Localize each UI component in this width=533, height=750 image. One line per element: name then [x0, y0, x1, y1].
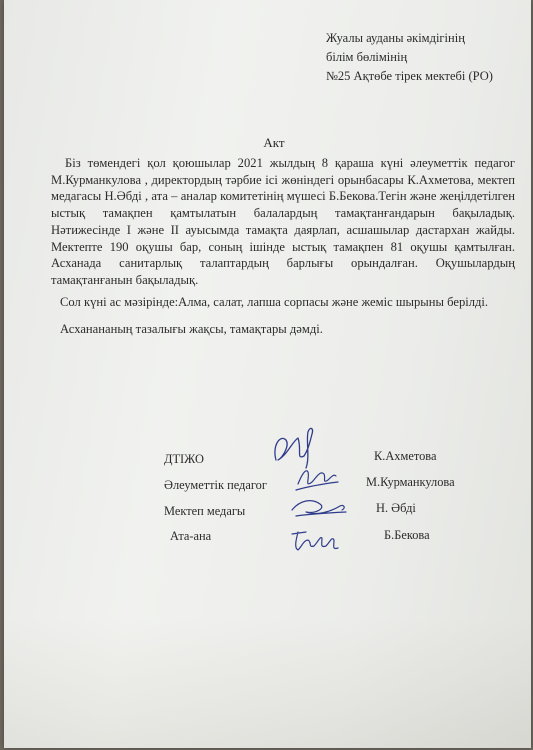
header-line-2: білім бөлімінің — [326, 50, 408, 64]
main-paragraph: Біз төмендегі қол қоюшылар 2021 жылдың 8 қараша күні әлеуметтік педагог М.Курманкулова , директордың тәрбие ісі жөніндегі орынбасары К.Ахметова, мектеп медагасы Н.Әбді , ата – аналар комитетінің мүшесі Б.Бекова.Тегін және жеңілдетілген ыстық тамақпен қамтылатын балалардың тамақтанғандарын бақыладық. Нәтижесінде I және II ауысымда тамақта даярлап, асшашылар дастархан жайды. Мектепте 190 оқушы бар, соның ішінде ыстық тамақпен 81 оқушы қамтылған. Асханада санитарлық талаптардың барлығы орындалған. Оқушылардың тамақтанғанын бақыладық. — [51, 156, 515, 287]
signature-mark-2 — [292, 460, 342, 496]
menu-line: Сол күні ас мәзірінде:Алма, салат, лапша сорпасы және жеміс шырыны берілді. — [60, 295, 489, 309]
signature-role-1: ДТІЖО — [164, 452, 204, 466]
signature-name-4: Б.Бекова — [384, 528, 430, 542]
signature-role-2: Әлеуметтік педагог — [164, 478, 267, 492]
header-line-3: №25 Ақтөбе тірек мектебі (РО) — [326, 69, 493, 83]
signature-mark-3 — [286, 494, 350, 522]
header-address — [326, 29, 493, 86]
signature-mark-4 — [286, 526, 344, 556]
signature-role-4: Ата-ана — [170, 529, 212, 543]
signature-role-3: Мектеп медагы — [164, 504, 246, 518]
body-text — [51, 155, 515, 289]
signature-name-1: К.Ахметова — [374, 449, 437, 463]
header-line-1: Жуалы ауданы әкімдігінің — [326, 31, 465, 45]
signature-name-3: Н. Әбді — [376, 501, 416, 515]
canteen-line: Асханананың тазалығы жақсы, тамақтары дәмді. — [60, 322, 323, 336]
document-page — [4, 0, 531, 748]
document-title: Акт — [263, 135, 285, 150]
signature-name-2: М.Курманкулова — [366, 475, 455, 489]
